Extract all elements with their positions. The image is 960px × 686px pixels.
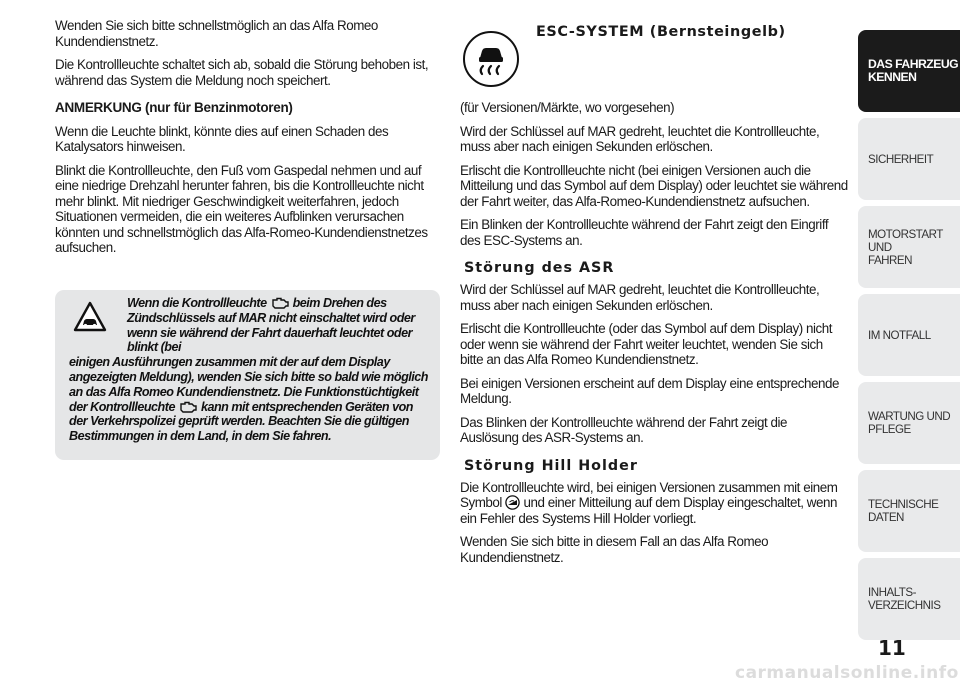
tab-sicherheit[interactable] <box>858 118 960 200</box>
paragraph-part: und einer Mitteilung auf dem Display eingeschaltet, wenn ein Fehler des Systems Hill Holder vorliegt. <box>460 495 837 526</box>
engine-check-icon <box>178 401 198 413</box>
paragraph: Ein Blinken der Kontrollleuchte während der Fahrt zeigt den Eingriff des ESC-Systems an. <box>460 217 829 248</box>
hill-holder-icon <box>505 495 520 510</box>
tab-im-notfall[interactable] <box>858 294 960 376</box>
tab-label: WARTUNG UND PFLEGE <box>868 410 951 436</box>
warning-text-part: kann mit entsprechenden Geräten von der Verkehrspolizei geprüft werden. Beachten Sie die gültigen Bestimmungen in dem Land, in dem Sie fahren. <box>69 399 413 444</box>
paragraph: Wenden Sie sich bitte schnellstmöglich an das Alfa Romeo Kundendienstnetz. <box>55 18 378 49</box>
watermark: carmanualsonline.info <box>735 663 959 683</box>
tab-label: IM NOTFALL <box>868 328 931 342</box>
paragraph: Die Kontrollleuchte schaltet sich ab, sobald die Störung behoben ist, während das System die Meldung noch speichert. <box>55 57 429 88</box>
left-column <box>55 18 440 264</box>
warning-text <box>69 296 431 444</box>
hill-holder-heading: Störung Hill Holder <box>464 457 638 474</box>
tab-technische-daten[interactable] <box>858 470 960 552</box>
paragraph: Blinkt die Kontrollleuchte, den Fuß vom Gaspedal nehmen und auf eine niedrige Drehzahl herunter fahren, bis die Kontrollleuchte nicht mehr blinkt. Mit niedriger Geschwindigkeit weiterfahren, jedoch Situationen vermeiden, die ein weiteres Aufblinken verursachen könnten und schnellstmöglich das Alfa-Romeo-Kundendienstnetzes aufsuchen. <box>55 162 428 255</box>
page-number: 11 <box>878 636 906 660</box>
tab-das-fahrzeug-kennen[interactable] <box>858 30 960 112</box>
warning-text-part: beim Drehen des Zündschlüssels auf MAR nicht einschaltet wird oder wenn sie während der Fahrt dauerhaft leuchtet oder blinkt (bei <box>127 296 415 355</box>
paragraph: Erlischt die Kontrollleuchte nicht (bei einigen Versionen auch die Mitteilung und das Symbol auf dem Display) oder leuchtet sie während der Fahrt weiter, das Alfa-Romeo-Kundendienstnetz aufsuchen. <box>460 162 848 209</box>
tab-label: MOTORSTART UND FAHREN <box>868 227 943 267</box>
warning-text-part: Wenn die Kontrollleuchte <box>127 296 267 310</box>
paragraph: Wenn die Leuchte blinkt, könnte dies auf einen Schaden des Katalysators hinweisen. <box>55 123 389 154</box>
tab-wartung-und-pflege[interactable] <box>858 382 960 464</box>
paragraph: (für Versionen/Märkte, wo vorgesehen) <box>460 100 675 115</box>
paragraph-part: Die Kontrollleuchte wird, bei einigen Versionen zusammen mit einem Symbol <box>460 479 838 510</box>
paragraph: Das Blinken der Kontrollleuchte während der Fahrt zeigt die Auslösung des ASR-Systems an. <box>460 414 788 445</box>
paragraph: Bei einigen Versionen erscheint auf dem Display eine entsprechende Meldung. <box>460 375 839 406</box>
section-tabs <box>858 30 960 646</box>
paragraph <box>460 480 848 527</box>
tab-motorstart-und-fahren[interactable] <box>858 206 960 288</box>
paragraph: Wird der Schlüssel auf MAR gedreht, leuchtet die Kontrollleuchte, muss aber nach einigen Sekunden erlöschen. <box>460 282 820 313</box>
paragraph: Wird der Schlüssel auf MAR gedreht, leuchtet die Kontrollleuchte, muss aber nach einigen Sekunden erlöschen. <box>460 123 820 154</box>
asr-heading: Störung des ASR <box>464 260 615 276</box>
paragraph: Erlischt die Kontrollleuchte (oder das Symbol auf dem Display) nicht oder wenn sie während der Fahrt weiter leuchtet, wenden Sie sich bitte an das Alfa Romeo Kundendienstnetz. <box>460 321 833 367</box>
paragraph: Wenden Sie sich bitte in diesem Fall an das Alfa Romeo Kundendienstnetz. <box>460 534 769 565</box>
warning-text-part: einigen Ausführungen zusammen mit der auf dem Display angezeigten Meldung), wenden Sie sich bitte so bald wie möglich an das Alfa Romeo Kundendienstnetz. Die Funktionstüchtigkeit der Kontrollleuchte <box>69 355 428 414</box>
tab-inhaltsverzeichnis[interactable] <box>858 558 960 640</box>
tab-label: INHALTS- VERZEICHNIS <box>868 586 941 612</box>
tab-label: TECHNISCHE DATEN <box>868 498 939 524</box>
esc-body <box>460 100 848 565</box>
tab-label: DAS FAHRZEUG KENNEN <box>868 57 959 84</box>
tab-label: SICHERHEIT <box>868 152 934 166</box>
esc-header <box>460 18 848 90</box>
right-column <box>460 18 848 573</box>
note-title: ANMERKUNG (nur für Benzinmotoren) <box>55 100 293 115</box>
warning-box <box>55 290 440 460</box>
engine-check-icon <box>270 297 290 309</box>
esc-title: ESC-SYSTEM (Bernsteingelb) <box>536 24 786 40</box>
esc-skid-car-icon <box>462 30 520 88</box>
